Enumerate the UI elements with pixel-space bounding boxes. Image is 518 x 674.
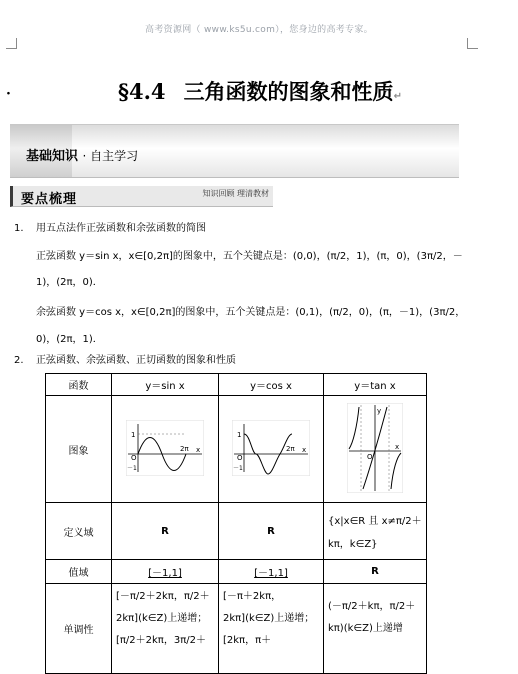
graph-label-one: 1 bbox=[131, 430, 136, 439]
graph-label-x: x bbox=[196, 445, 201, 454]
sin-graph bbox=[126, 420, 204, 476]
domain-tan-line-1: {x|x∈R 且 x≠π/2＋ bbox=[328, 516, 422, 527]
sin-graph-cell bbox=[112, 396, 219, 503]
subsection-title: 要点梳理 bbox=[21, 192, 78, 207]
domain-sin: R bbox=[112, 503, 219, 560]
table-row-domain bbox=[46, 503, 427, 560]
title-text: 三角函数的图象和性质 bbox=[183, 79, 394, 104]
mono-cos-line: 2kπ](k∈Z)上递增； bbox=[223, 613, 315, 624]
cos-graph-cell bbox=[219, 396, 324, 503]
subsection-header bbox=[10, 186, 273, 207]
row-label: 值域 bbox=[46, 560, 112, 584]
graph-label-y: y bbox=[377, 406, 382, 415]
domain-tan-line-2: kπ，k∈Z} bbox=[328, 539, 378, 550]
graph-label-origin: O bbox=[237, 453, 243, 462]
item-2-text: 正弦函数、余弦函数、正切函数的图象和性质 bbox=[36, 355, 236, 366]
subsection-note: 知识回顾 理清教材 bbox=[202, 189, 269, 198]
margin-corner-right bbox=[467, 38, 478, 49]
mono-sin-line: [－π/2＋2kπ，π/2＋ bbox=[116, 591, 210, 602]
graph-label-one: 1 bbox=[237, 430, 242, 439]
table-row-monotonicity bbox=[46, 584, 427, 674]
header-cell: y＝tan x bbox=[324, 374, 427, 396]
graph-label-two-pi: 2π bbox=[180, 444, 189, 453]
tan-graph-cell bbox=[324, 396, 427, 503]
domain-cos: R bbox=[219, 503, 324, 560]
margin-corner-left bbox=[6, 38, 17, 49]
item-1-number: 1. bbox=[14, 223, 24, 234]
mono-tan bbox=[324, 584, 427, 674]
range-sin: [－1,1] bbox=[112, 560, 219, 584]
row-label: 单调性 bbox=[46, 584, 112, 674]
header-cell: 函数 bbox=[46, 374, 112, 396]
page-watermark: 高考资源网（ www.ks5u.com），您身边的高考专家。 bbox=[145, 25, 373, 35]
mono-tan-line: kπ)(k∈Z)上递增 bbox=[328, 623, 403, 634]
graph-label-two-pi: 2π bbox=[286, 444, 295, 453]
sin-key-points-line-1: 正弦函数 y＝sin x，x∈[0,2π]的图象中，五个关键点是：(0,0)，(π/2，1)，(π，0)，(3π/2，－ bbox=[36, 251, 463, 262]
bullet-dot: · bbox=[6, 86, 11, 102]
cos-key-points-line-2: 0)，(2π，1)． bbox=[36, 334, 103, 345]
title-number: §4.4 bbox=[118, 79, 166, 104]
mono-cos-line: [2kπ，π＋ bbox=[223, 635, 272, 646]
section-banner bbox=[10, 124, 459, 178]
table-header-row bbox=[46, 374, 427, 396]
banner-sub: · 自主学习 bbox=[82, 149, 139, 163]
header-cell: y＝cos x bbox=[219, 374, 324, 396]
function-properties-table bbox=[45, 373, 427, 674]
range-cos: [－1,1] bbox=[219, 560, 324, 584]
item-2-number: 2. bbox=[14, 355, 24, 366]
row-label: 图象 bbox=[46, 396, 112, 503]
mono-tan-line: (－π/2＋kπ，π/2＋ bbox=[328, 601, 416, 612]
domain-tan bbox=[324, 503, 427, 560]
graph-label-neg-one: －1 bbox=[127, 464, 137, 472]
graph-label-origin: O bbox=[367, 452, 373, 461]
range-tan: R bbox=[324, 560, 427, 584]
tan-graph bbox=[347, 403, 403, 493]
mono-sin bbox=[112, 584, 219, 674]
table-row-graph bbox=[46, 396, 427, 503]
item-1-text: 用五点法作正弦函数和余弦函数的简图 bbox=[36, 223, 206, 234]
sin-key-points-line-2: 1)，(2π，0)． bbox=[36, 277, 103, 288]
graph-label-x: x bbox=[395, 442, 400, 451]
mono-cos bbox=[219, 584, 324, 674]
graph-label-origin: O bbox=[131, 453, 137, 462]
graph-label-neg-one: －1 bbox=[233, 464, 243, 472]
graph-label-x: x bbox=[302, 445, 307, 454]
mono-cos-line: [－π＋2kπ， bbox=[223, 591, 282, 602]
banner-main: 基础知识 bbox=[26, 149, 79, 164]
page-title: §4.4 三角函数的图象和性质↵ bbox=[118, 79, 402, 104]
cos-graph bbox=[232, 420, 310, 476]
mono-sin-line: [π/2＋2kπ，3π/2＋ bbox=[116, 635, 206, 646]
banner-label bbox=[26, 145, 138, 164]
cos-key-points-line-1: 余弦函数 y＝cos x，x∈[0,2π]的图象中，五个关键点是：(0,1)，(π/2，0)，(π，－1)，(3π/2， bbox=[36, 307, 466, 318]
mono-sin-line: 2kπ](k∈Z)上递增； bbox=[116, 613, 208, 624]
header-cell: y＝sin x bbox=[112, 374, 219, 396]
table-row-range bbox=[46, 560, 427, 584]
row-label: 定义域 bbox=[46, 503, 112, 560]
